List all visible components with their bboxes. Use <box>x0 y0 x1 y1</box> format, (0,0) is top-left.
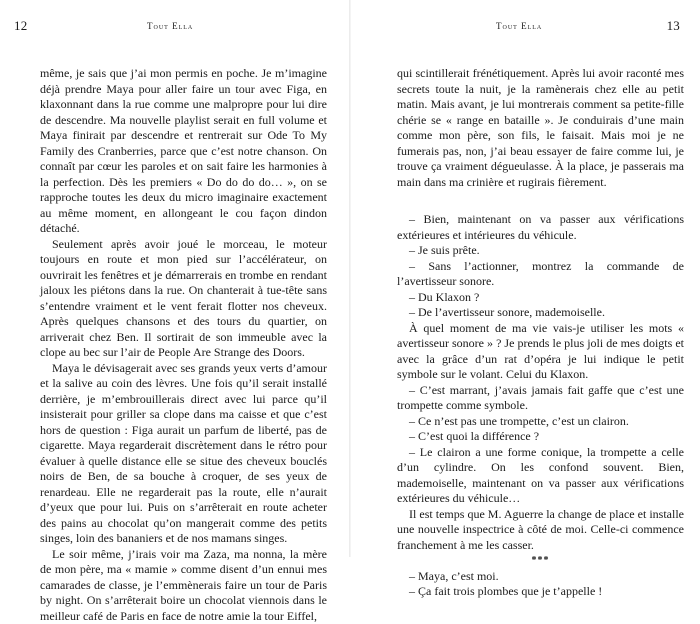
running-head-right: Tout Ella <box>496 21 542 31</box>
paragraph: À quel moment de ma vie vais-je utiliser les mots « avertisseur sonore » ? Je prends le plus joli de mes doigts et avec la grâce d’un rat d’opéra je lui indique le petit symbole sur le volant. Celui du Klaxon. <box>397 321 684 383</box>
dialogue-line: – Je suis prête. <box>397 243 684 259</box>
right-page-body <box>397 66 684 600</box>
paragraph: Seulement après avoir joué le morceau, le moteur toujours en route et mon pied sur l’accélérateur, on ouvrirait les fenêtres et je démarrerais en trombe en rendant jaloux les piétons dans la rue. On chanterait à tue-tête sans s’entendre vraiment et le vent ferait flotter nos cheveux. Après quelques chansons et des tours du quartier, on arriverait chez Ben. Il sortirait de son immeuble avec la clope au bec sur l’air de People Are Strange des Doors. <box>40 237 327 361</box>
dialogue-line: – Bien, maintenant on va passer aux vérifications extérieures et intérieures du véhicule. <box>397 212 684 243</box>
page-number-right: 13 <box>667 18 680 34</box>
dialogue-line: – Maya, c’est moi. <box>397 569 684 585</box>
paragraph: qui scintillerait frénétiquement. Après lui avoir raconté mes secrets toute la nuit, je la ramènerais chez elle au petit matin. Mais avant, je lui montrerais comment sa petite-fille chérie se « range en bataille ». Je conduirais d’une main comme mon père, son fils, le faisait. Mais moi je ne fumerais pas, non, j’ai beau essayer de faire comme lui, je trouve ça vraiment dégueulasse. À la place, je passerais ma main dans ma crinière et rugirais fièrement. <box>397 66 684 190</box>
dialogue-line: – Le clairon a une forme conique, la trompette a celle d’un cylindre. On les confond souvent. Bien, mademoiselle, maintenant on va passer aux vérifications extérieures du véhicule… <box>397 445 684 507</box>
page-number-left: 12 <box>14 18 27 34</box>
running-head-left: Tout Ella <box>147 21 193 31</box>
section-separator: *** <box>397 553 684 569</box>
paragraph: même, je sais que j’ai mon permis en poche. Je m’imagine déjà prendre Maya pour aller faire un tour avec Figa, en klaxonnant dans la rue comme une malpropre pour lui dire de descendre. Ma nouvelle playlist serait en full volume et Maya finirait par descendre et rentrerait sur Ode To My Family des Cranberries, parce que c’est notre chanson. On connaît par cœur les paroles et on sait faire les harmonies à la perfection. Dès les premiers « Do do do do… », on se rapproche toutes les deux du micro imaginaire exactement au même moment, en allongeant le cou façon dindon détaché. <box>40 66 327 237</box>
right-page <box>350 0 700 557</box>
dialogue-line: – C’est quoi la différence ? <box>397 429 684 445</box>
paragraph: Le soir même, j’irais voir ma Zaza, ma nonna, la mère de mon père, ma « mamie » comme disent d’un ennui mes camarades de classe, je l’emmènerais faire un tour de Paris by night. On s’arrêterait boire un chocolat viennois dans le meilleur café de Paris en face de notre amie la tour Eiffel, <box>40 547 327 624</box>
paragraph: Maya le dévisagerait avec ses grands yeux verts d’amour et la salive au coin des lèvres. Une fois qu’il serait installé derrière, je m’embrouillerais direct avec lui parce qu’il insisterait pour griller sa clope dans ma caisse et que c’est hors de question : Figa aurait un parfum de liberté, pas de cigarette. Maya regarderait discrètement dans le rétro pour évaluer à quelle distance elle se situe des cheveux bouclés noirs de Ben, de sa bouche à croquer, de ses yeux de renardeau. Elle ne regarderait pas la route, elle n’aurait d’yeux que pour lui. Puis on s’arrêterait en route acheter des pains au chocolat qu’on mangerait comme des petits singes, loin des bananiers et de nos mamans singes. <box>40 361 327 547</box>
dialogue-line: – Ça fait trois plombes que je t’appelle ! <box>397 584 684 600</box>
dialogue-line: – Du Klaxon ? <box>397 290 684 306</box>
dialogue-line: – Sans l’actionner, montrez la commande de l’avertisseur sonore. <box>397 259 684 290</box>
dialogue-line: – De l’avertisseur sonore, mademoiselle. <box>397 305 684 321</box>
left-page-body <box>40 66 327 624</box>
paragraph: Il est temps que M. Aguerre la change de place et installe une nouvelle inspectrice à côté de moi. Celle-ci commence franchement à me les casser. <box>397 507 684 554</box>
dialogue-line: – C’est marrant, j’avais jamais fait gaffe que c’est une trompette comme symbole. <box>397 383 684 414</box>
left-page <box>0 0 350 557</box>
dialogue-line: – Ce n’est pas une trompette, c’est un clairon. <box>397 414 684 430</box>
